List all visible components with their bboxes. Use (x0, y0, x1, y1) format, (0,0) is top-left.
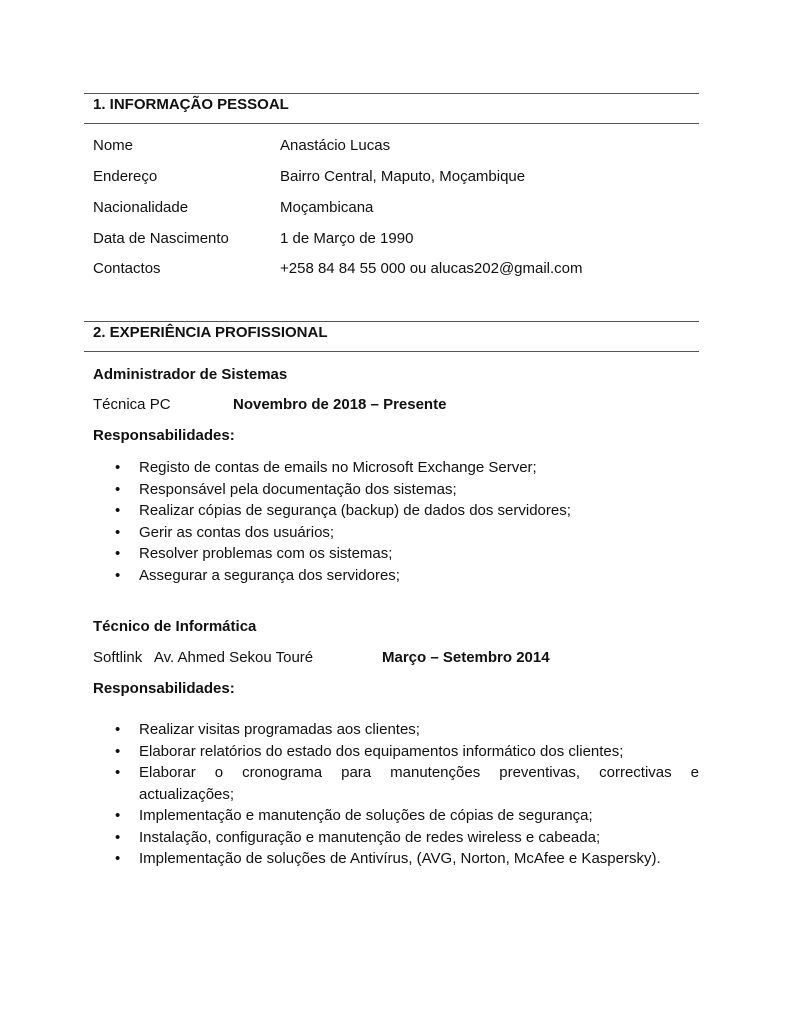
info-value-nationality: Moçambicana (280, 199, 374, 216)
info-value-birthdate: 1 de Março de 1990 (280, 230, 414, 247)
bullet-icon: • (115, 545, 121, 562)
responsibilities-list (93, 457, 699, 586)
info-label-nationality: Nacionalidade (93, 199, 189, 216)
bullet-icon: • (115, 721, 121, 738)
info-value-name: Anastácio Lucas (280, 137, 391, 154)
bullet-icon: • (115, 828, 121, 846)
job-title: Técnico de Informática (93, 618, 257, 635)
info-value-address: Bairro Central, Maputo, Moçambique (280, 168, 526, 185)
info-label-birthdate: Data de Nascimento (93, 230, 229, 247)
list-item: • Elaborar relatórios do estado dos equipamentos informático dos clientes; (93, 741, 699, 763)
list-item: • Resolver problemas com os sistemas; (93, 543, 699, 565)
info-label-name: Nome (93, 137, 134, 154)
responsibilities-label: Responsabilidades: (93, 680, 235, 697)
responsibilities-label: Responsabilidades: (93, 427, 235, 444)
job-title: Administrador de Sistemas (93, 366, 288, 383)
section-divider-top (84, 321, 699, 322)
bullet-icon: • (115, 764, 121, 781)
list-item: • Responsável pela documentação dos sistemas; (93, 479, 699, 501)
list-item-continuation: actualizações; (139, 785, 235, 803)
list-item: • Implementação de soluções de Antivírus, (AVG, Norton, McAfee e Kaspersky). (93, 848, 699, 870)
bullet-icon: • (115, 850, 121, 867)
list-item: • Instalação, configuração e manutenção de redes wireless e cabeada; (93, 827, 699, 849)
list-item: • Realizar visitas programadas aos clientes; (93, 719, 699, 741)
section-title-experience: 2. EXPERIÊNCIA PROFISSIONAL (93, 324, 328, 341)
job-period: Março – Setembro 2014 (382, 649, 550, 666)
bullet-icon: • (115, 566, 121, 584)
list-item: • Registo de contas de emails no Microsoft Exchange Server; (93, 457, 699, 479)
bullet-icon: • (115, 459, 121, 476)
section-divider-bottom (84, 351, 699, 352)
list-item: • Gerir as contas dos usuários; (93, 522, 699, 544)
job-company: Softlink Av. Ahmed Sekou Touré (93, 649, 314, 666)
job-period: Novembro de 2018 – Presente (233, 396, 447, 413)
bullet-icon: • (115, 523, 121, 541)
bullet-icon: • (115, 742, 121, 760)
job-company: Técnica PC (93, 396, 171, 413)
section-divider-bottom (84, 123, 699, 124)
info-value-contacts: +258 84 84 55 000 ou alucas202@gmail.com (280, 260, 583, 277)
info-label-address: Endereço (93, 168, 158, 185)
section-divider-top (84, 93, 699, 94)
section-title-personal-info: 1. INFORMAÇÃO PESSOAL (93, 96, 289, 113)
list-item: • Implementação e manutenção de soluções de cópias de segurança; (93, 805, 699, 827)
bullet-icon: • (115, 807, 121, 824)
list-item: • Elaborar o cronograma para manutenções preventivas, correctivas e (93, 762, 699, 784)
list-item: • Realizar cópias de segurança (backup) de dados dos servidores; (93, 500, 699, 522)
list-item: • Assegurar a segurança dos servidores; (93, 565, 699, 587)
info-label-contacts: Contactos (93, 260, 161, 277)
bullet-icon: • (115, 502, 121, 519)
responsibilities-list (93, 719, 699, 870)
bullet-icon: • (115, 480, 121, 498)
